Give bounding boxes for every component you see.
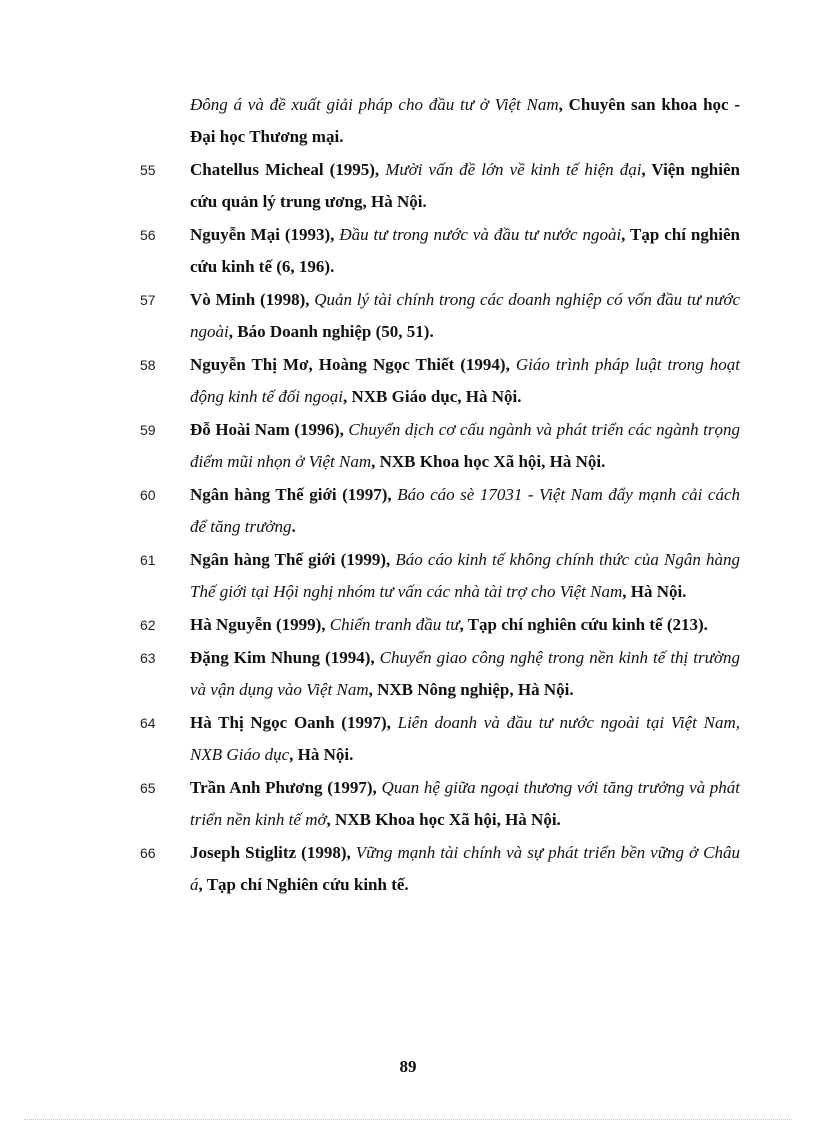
reference-publisher: , NXB Nông nghiệp, Hà Nội.	[368, 680, 574, 699]
reference-number: 56	[140, 227, 156, 243]
reference-title: Đầu tư trong nước và đầu tư nước ngoài	[339, 225, 622, 244]
reference-number: 64	[140, 715, 156, 731]
reference-publisher: , Hà Nội.	[289, 745, 354, 764]
reference-text	[190, 642, 740, 706]
reference-item	[140, 219, 740, 283]
reference-author: Hà Nguyễn (1999),	[190, 615, 330, 634]
reference-item	[140, 414, 740, 478]
reference-publisher: , NXB Giáo dục, Hà Nội.	[342, 387, 522, 406]
reference-item	[140, 642, 740, 706]
reference-title: Chuyển dịch cơ cấu ngành và phát triển các ngành trọng điểm mũi nhọn ở Việt Nam	[190, 420, 740, 471]
reference-title: Mười vấn đề lớn về kinh tế hiện đại	[385, 160, 642, 179]
reference-publisher: , Tạp chí nghiên cứu kinh tế (6, 196).	[190, 225, 741, 276]
reference-item	[140, 154, 740, 218]
reference-item	[140, 284, 740, 348]
reference-item	[140, 707, 740, 771]
reference-text	[190, 772, 740, 836]
reference-author: Trần Anh Phương (1997),	[190, 778, 382, 797]
reference-publisher: .	[291, 517, 296, 536]
reference-text	[190, 479, 740, 543]
reference-text	[190, 414, 740, 478]
reference-text	[190, 284, 740, 348]
reference-item	[140, 837, 740, 901]
reference-publisher: , Hà Nội.	[622, 582, 687, 601]
reference-author: Ngân hàng Thế giới (1999),	[190, 550, 396, 569]
reference-number: 62	[140, 617, 156, 633]
reference-publisher: , Tạp chí Nghiên cứu kinh tế.	[198, 875, 409, 894]
reference-item	[140, 772, 740, 836]
reference-title: Chuyển giao công nghệ trong nền kinh tế thị trường và vận dụng vào Việt Nam	[190, 648, 740, 699]
reference-publisher: , Tạp chí nghiên cứu kinh tế (213).	[459, 615, 708, 634]
reference-number: 65	[140, 780, 156, 796]
reference-number: 59	[140, 422, 156, 438]
reference-author: Đỗ Hoài Nam (1996),	[190, 420, 349, 439]
reference-number: 63	[140, 650, 156, 666]
reference-publisher: , Viện nghiên cứu quản lý trung ương, Hà Nội.	[190, 160, 740, 211]
reference-number: 61	[140, 552, 156, 568]
reference-title: Quản lý tài chính trong các doanh nghiệp có vốn đầu tư nước ngoài	[190, 290, 740, 341]
reference-text	[190, 707, 740, 771]
reference-title: Vững mạnh tài chính và sự phát triển bền vững ở Châu á	[190, 843, 740, 894]
reference-author: Đặng Kim Nhung (1994),	[190, 648, 380, 667]
reference-title: Đông á và đề xuất giải pháp cho đầu tư ở Việt Nam	[190, 95, 559, 114]
reference-publisher: , NXB Khoa học Xã hội, Hà Nội.	[371, 452, 606, 471]
reference-title: Quan hệ giữa ngoại thương với tăng trưởng và phát triển nền kinh tế mở	[190, 778, 741, 829]
reference-author: Hà Thị Ngọc Oanh (1997),	[190, 713, 398, 732]
reference-author: Nguyễn Thị Mơ, Hoàng Ngọc Thiết (1994),	[190, 355, 516, 374]
reference-text	[190, 837, 740, 901]
reference-title: Chiến tranh đầu tư	[329, 615, 460, 634]
footer-divider	[24, 1119, 792, 1120]
reference-author: Vò Minh (1998),	[190, 290, 315, 309]
reference-author: Joseph Stiglitz (1998),	[190, 843, 356, 862]
reference-number: 57	[140, 292, 156, 308]
reference-text	[190, 544, 740, 608]
page-number: 89	[399, 1057, 417, 1076]
reference-title: Liên doanh và đầu tư nước ngoài tại Việt Nam, NXB Giáo dục	[190, 713, 740, 764]
reference-item	[140, 544, 740, 608]
reference-item	[140, 349, 740, 413]
reference-list	[140, 89, 740, 902]
reference-text	[190, 89, 740, 153]
reference-text	[190, 219, 740, 283]
reference-text	[190, 349, 740, 413]
reference-number: 58	[140, 357, 156, 373]
reference-text	[190, 154, 740, 218]
reference-publisher: , NXB Khoa học Xã hội, Hà Nội.	[326, 810, 561, 829]
reference-title: Báo cáo kinh tế không chính thức của Ngân hàng Thế giới tại Hội nghị nhóm tư vấn các nhà tài trợ cho Việt Nam	[190, 550, 740, 601]
reference-publisher: , Chuyên san khoa học - Đại học Thương mại.	[190, 95, 740, 146]
reference-text	[190, 609, 740, 641]
reference-author: Nguyễn Mại (1993),	[190, 225, 340, 244]
reference-title: Giáo trình pháp luật trong hoạt động kinh tế đối ngoại	[190, 355, 740, 406]
reference-item	[140, 609, 740, 641]
reference-author: Ngân hàng Thế giới (1997),	[190, 485, 398, 504]
reference-continuation	[140, 89, 740, 153]
reference-item	[140, 479, 740, 543]
reference-number: 66	[140, 845, 156, 861]
reference-number: 55	[140, 162, 156, 178]
reference-number: 60	[140, 487, 156, 503]
reference-publisher: , Báo Doanh nghiệp (50, 51).	[228, 322, 434, 341]
reference-title: Báo cáo sè 17031 - Việt Nam đẩy mạnh cải cách để tăng trưởng	[190, 485, 740, 536]
reference-author: Chatellus Micheal (1995),	[190, 160, 386, 179]
